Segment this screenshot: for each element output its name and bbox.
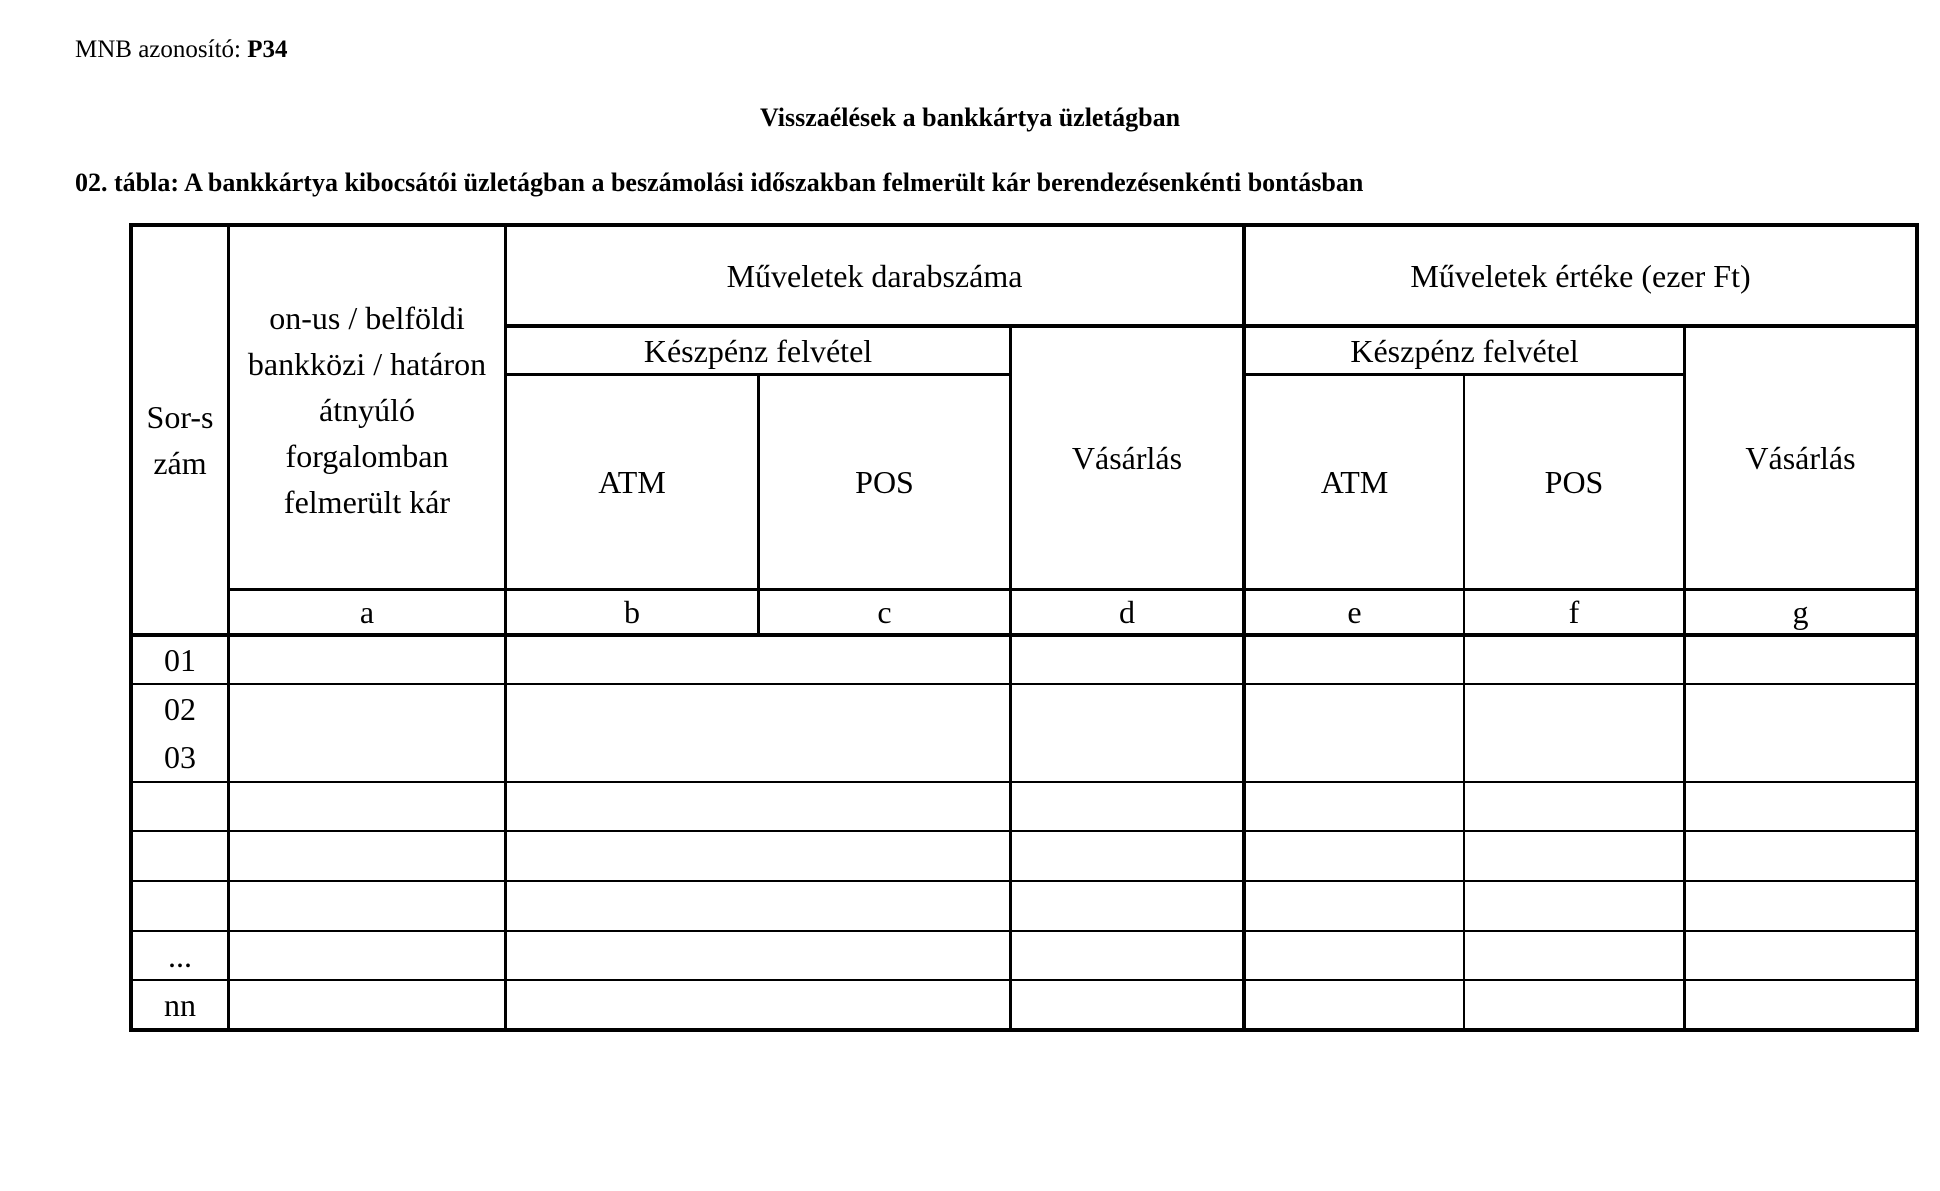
row-number	[133, 882, 227, 930]
header-sorszam-text: Sor-szám	[146, 399, 214, 481]
header-pos-2: POS	[1544, 464, 1604, 500]
header-group-value: Műveletek értéke (ezer Ft)	[1410, 257, 1751, 294]
hline-row-6	[129, 930, 1919, 932]
page-title: Visszaélések a bankkártya üzletágban	[759, 103, 1181, 132]
mnb-id-label: MNB azonosító:	[75, 36, 241, 63]
hline-row-7	[129, 979, 1919, 981]
header-cash-withdrawal-2: Készpénz felvétel	[1350, 332, 1579, 369]
header-col-a	[230, 290, 504, 530]
row-number: 02	[164, 691, 196, 727]
header-col-a-text: on-us / belföldi bankközi / határon átnyúló forgalomban felmerült kár	[247, 300, 487, 520]
header-cash-withdrawal-1: Készpénz felvétel	[643, 332, 873, 369]
row-number: 01	[164, 642, 196, 678]
hline-row-4	[129, 830, 1919, 832]
table-title: 02. tábla: A bankkártya kibocsátói üzletágban a beszámolási időszakban felmerült kár berendezésenkénti bontásban	[75, 168, 1364, 197]
col-letter-e: e	[1347, 594, 1362, 630]
header-purchase-2: Vásárlás	[1745, 440, 1856, 476]
col-letter-c: c	[877, 594, 892, 630]
row-number	[133, 832, 227, 880]
header-atm-2: ATM	[1320, 464, 1389, 500]
row-number	[133, 783, 227, 830]
col-letter-b: b	[624, 594, 640, 630]
table-border-right	[1915, 223, 1919, 1032]
col-letter-f: f	[1568, 594, 1580, 630]
header-atm-1: ATM	[598, 464, 666, 500]
row-number: ...	[168, 937, 192, 974]
header-sorszam	[133, 380, 227, 500]
col-letter-d: d	[1119, 594, 1135, 630]
header-group-count: Műveletek darabszáma	[726, 257, 1023, 294]
hline-letters-bottom	[129, 633, 1919, 637]
row-number: nn	[164, 986, 196, 1023]
header-purchase-1: Vásárlás	[1071, 440, 1183, 476]
col-letter-g: g	[1792, 594, 1809, 630]
table-border-bottom	[129, 1028, 1919, 1032]
hline-row-0203	[129, 781, 1919, 783]
mnb-id-value: P34	[247, 36, 288, 63]
col-letter-a: a	[359, 594, 375, 630]
row-number: 03	[164, 739, 196, 775]
hline-row-5	[129, 880, 1919, 882]
header-pos-1: POS	[855, 464, 914, 500]
hline-row-01	[129, 683, 1919, 685]
